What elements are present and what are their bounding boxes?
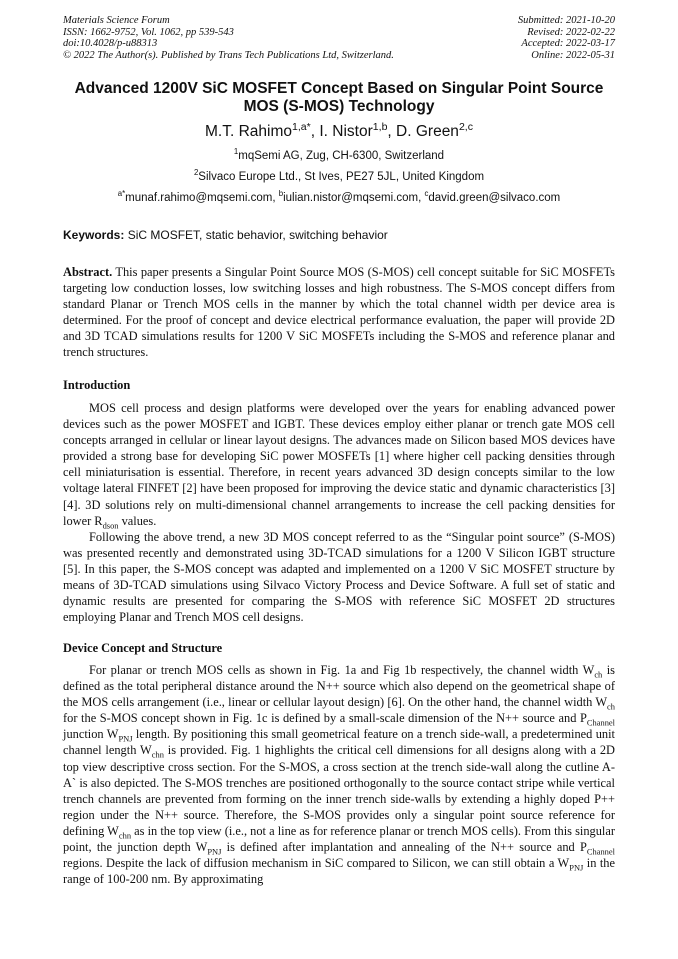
- subscript: PNJ: [569, 862, 584, 873]
- affiliation-sup: 1: [233, 147, 239, 157]
- author-list: M.T. Rahimo$^{1,a*}$, I. Nistor$^{1,b}$, D. Green$^{2,c}$: [205, 120, 473, 140]
- submitted-date: Submitted: 2021-10-20: [517, 15, 615, 26]
- device-paragraph: [63, 662, 615, 887]
- text-run: as in the top view (i.e., not a line as for reference planar or trench MOS cells). From this singular point, the junction depth W: [63, 823, 615, 855]
- author-sup: 1,a*: [292, 120, 311, 133]
- text-run: is defined after implantation and annealing of the N++ source and P: [221, 840, 587, 855]
- journal-name: Materials Science Forum: [63, 15, 170, 26]
- paper-title: [40, 80, 638, 116]
- text-run: in the range of 100-200 nm. By approximating: [63, 856, 615, 887]
- email-sup: c: [424, 189, 429, 199]
- subscript: chn: [151, 749, 164, 760]
- email-sup: b: [278, 189, 284, 199]
- abstract-label: Abstract.: [63, 265, 113, 279]
- email-link[interactable]: david.green@silvaco.com: [428, 192, 561, 204]
- keywords-label: Keywords:: [63, 228, 125, 242]
- text-run: length. By positioning this small geometrical feature on a trench side-wall, a predetermined unit channel length W: [63, 727, 615, 758]
- subscript: PNJ: [118, 733, 133, 744]
- email-link[interactable]: iulian.nistor@mqsemi.com: [283, 192, 419, 204]
- copyright-line: © 2022 The Author(s). Published by Trans Tech Publications Ltd, Switzerland.: [63, 49, 394, 61]
- title-line-1: Advanced 1200V SiC MOSFET Concept Based on Singular Point Source: [74, 80, 604, 97]
- affiliation-2: [40, 168, 638, 183]
- intro-paragraph-2: Following the above trend, a new 3D MOS concept referred to as the “Singular point source” (S-MOS) was presented recently and demonstrated using 3D-TCAD simulations for a 1200 V Silicon IGBT structure [5]. In this paper, the S-MOS concept was adapted and implemented on a 1200 V SiC MOSFET structure by means of 3D-TCAD simulations using Silvaco Victory Process and Device Software. A full set of static and dynamic results are presented for comparing the S-MOS with reference SiC MOSFET 2D structures employing Planar and Trench MOS cell designs.: [63, 529, 615, 625]
- author-name: I. Nistor: [319, 123, 373, 140]
- text-run: junction W: [63, 727, 119, 742]
- introduction-heading: Introduction: [63, 378, 131, 392]
- header-left: [63, 15, 394, 61]
- text-run: is provided. Fig. 1 highlights the critical cell dimensions for all designs along with a 2D top view descriptive cross section. For the S-MOS, a cross section at the trench side-wall along the cutline A-A` is also depicted. The S-MOS trenches are positioned orthogonally to the source contact stripe while vertical trench channels are prevented from forming on the inner trench side-walls by extending a highly doped P++ region under the N++ source. Therefore, the S-MOS provides only a singular point source reference for defining W: [63, 743, 615, 838]
- online-date: Online: 2022-05-31: [531, 49, 615, 61]
- affiliation-text: Silvaco Europe Ltd., St Ives, PE27 5JL, United Kingdom: [198, 171, 485, 183]
- text-run: for the S-MOS concept shown in Fig. 1c is defined by a small-scale dimension of the N++ source and P: [63, 711, 587, 726]
- subscript: ch: [607, 701, 615, 712]
- author-sup: 1,b: [372, 120, 388, 133]
- abstract-text: This paper presents a Singular Point Source MOS (S-MOS) cell concept suitable for SiC MOSFETs targeting low conduction losses, low switching losses and high robustness. The S-MOS concept differs from standard Planar or Trench MOS cells in the manner by which the total channel width per device area is determined. For the proof of concept and device electrical performance evaluation, the paper will provide 2D and 3D TCAD simulations results for 1200 V SiC MOSFETs including the S-MOS and reference planar and trench structures.: [63, 265, 616, 360]
- subscript: Channel: [586, 846, 615, 857]
- keywords-text: SiC MOSFET, static behavior, switching behavior: [127, 228, 388, 242]
- text-run: regions. Despite the lack of diffusion mechanism in SiC compared to Silicon, we can still obtain a W: [63, 856, 570, 871]
- accepted-date: Accepted: 2022-03-17: [521, 38, 615, 50]
- doi-line: doi:10.4028/p-u88313: [63, 38, 158, 50]
- author-sup: 2,c: [458, 120, 473, 133]
- text-run: For planar or trench MOS cells as shown in Fig. 1a and Fig 1b respectively, the channel width W: [89, 663, 595, 677]
- subscript: Channel: [586, 717, 615, 728]
- intro-p1-end: values.: [118, 513, 157, 528]
- abstract: [63, 264, 615, 361]
- revised-date: Revised: 2022-02-22: [527, 26, 615, 38]
- affiliation-sup: 2: [193, 168, 199, 178]
- title-line-2: MOS (S-MOS) Technology: [243, 98, 435, 115]
- author-name: M.T. Rahimo: [205, 123, 292, 140]
- issn-line: ISSN: 1662-9752, Vol. 1062, pp 539-543: [63, 26, 234, 38]
- email-line: $^{a*}$munaf.rahimo@mqsemi.com, $^b$iulian.nistor@mqsemi.com, $^c$david.green@silvaco.com: [117, 189, 561, 204]
- intro-paragraph-1: [63, 400, 615, 529]
- keywords: [63, 228, 615, 242]
- email-link[interactable]: munaf.rahimo@mqsemi.com: [125, 192, 273, 204]
- intro-p1-sub: dson: [102, 520, 119, 531]
- header-right: [518, 15, 615, 61]
- email-sup: a*: [117, 189, 126, 199]
- affiliation-1: [40, 147, 638, 162]
- device-heading: Device Concept and Structure: [63, 641, 223, 655]
- text-run: is defined as the total peripheral distance around the N++ source which also depend on the geometrical shape of the MOS cells arrangement (i.e., linear or cellular layout design) [6]. On the other hand, the channel width W: [63, 663, 615, 710]
- affiliation-text: mqSemi AG, Zug, CH-6300, Switzerland: [238, 150, 445, 162]
- device-body: [63, 662, 615, 887]
- subscript: PNJ: [207, 846, 222, 857]
- introduction-body: [63, 400, 615, 625]
- subscript: ch: [594, 669, 603, 680]
- intro-p1-text: MOS cell process and design platforms were developed over the years for enabling advanced power devices such as the power MOSFET and IGBT. These devices employ either planar or trench gate MOS cell concepts arranged in cellular or linear layout designs. The advances made on Silicon based MOS devices have provided a strong base for developing SiC power MOSFETs [1] where higher cell packing densities through cell miniaturisation is essential. Therefore, in recent years advanced 3D design concepts similar to the low voltage lateral FINFET [2] have been proposed for improving the device static and dynamic characteristics [3][4]. 3D solutions rely on multi-dimensional channel arrangements to increase the cell packing densities for lower R: [63, 401, 615, 528]
- subscript: chn: [118, 830, 132, 841]
- author-name: D. Green: [396, 123, 459, 140]
